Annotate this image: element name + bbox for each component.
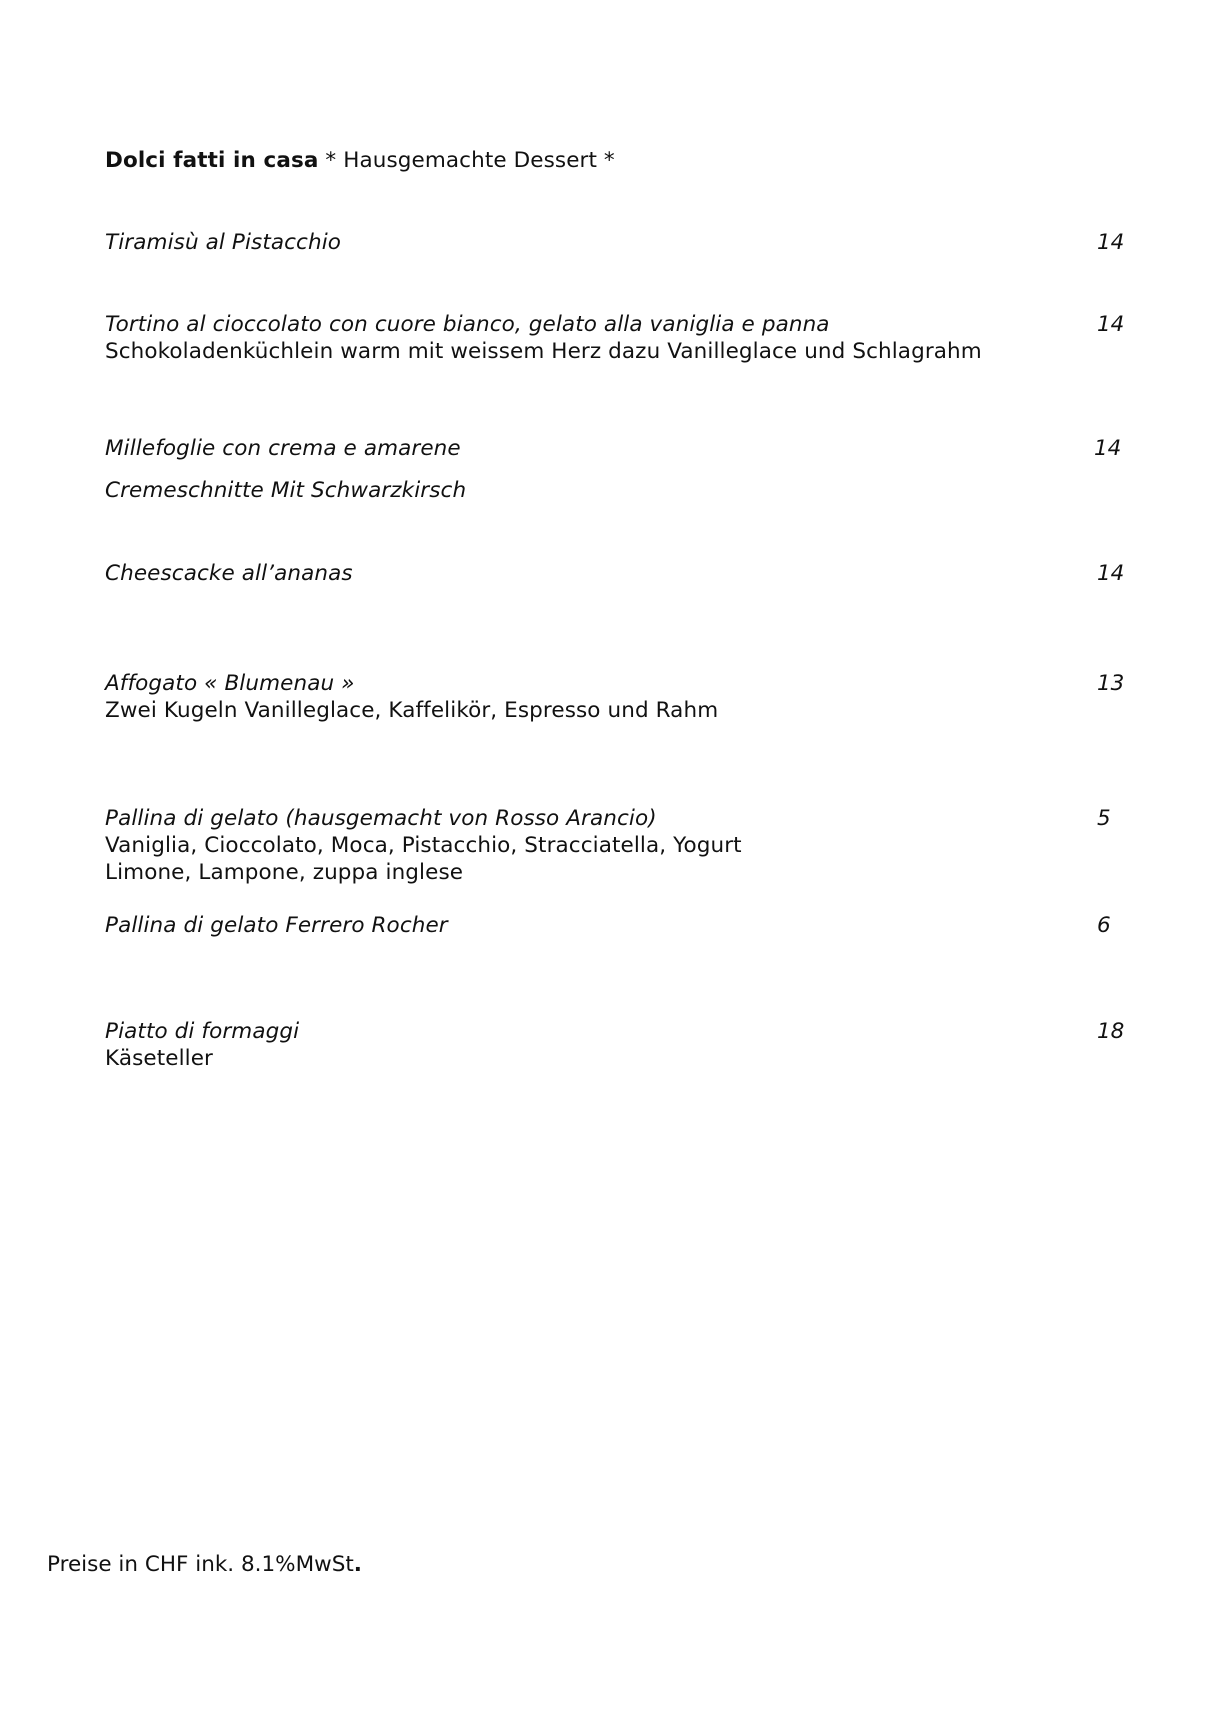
item-formaggi-name: Piatto di formaggi xyxy=(105,1019,300,1044)
item-affogato-price: 13 xyxy=(1097,671,1125,696)
item-affogato-description: Zwei Kugeln Vanilleglace, Kaffelikör, Espresso und Rahm xyxy=(105,698,719,723)
item-formaggi-price: 18 xyxy=(1097,1019,1125,1044)
item-affogato-name: Affogato « Blumenau » xyxy=(105,671,355,696)
item-pallina-price: 5 xyxy=(1097,806,1111,831)
item-tiramisu-price: 14 xyxy=(1097,230,1125,255)
item-pallina-flavours-1: Vaniglia, Cioccolato, Moca, Pistacchio, Stracciatella, Yogurt xyxy=(105,833,742,858)
item-cheesecake-name: Cheescacke all’ananas xyxy=(105,561,353,586)
price-note-period: . xyxy=(353,1552,362,1577)
menu-title xyxy=(105,148,615,174)
item-pallina-flavours-2: Limone, Lampone, zuppa inglese xyxy=(105,860,464,885)
price-note xyxy=(47,1552,362,1578)
menu-title-german: * Hausgemachte Dessert * xyxy=(325,148,615,173)
item-millefoglie-price: 14 xyxy=(1094,436,1122,461)
item-millefoglie-german-name: Cremeschnitte Mit Schwarzkirsch xyxy=(105,478,467,503)
item-formaggi-description: Käseteller xyxy=(105,1046,213,1071)
item-pallina-name: Pallina di gelato (hausgemacht von Rosso Arancio) xyxy=(105,806,657,831)
item-ferrero-name: Pallina di gelato Ferrero Rocher xyxy=(105,913,448,938)
item-cheesecake-price: 14 xyxy=(1097,561,1125,586)
item-ferrero-price: 6 xyxy=(1097,913,1111,938)
price-note-text: Preise in CHF ink. 8.1%MwSt xyxy=(47,1552,354,1577)
item-tortino-name: Tortino al cioccolato con cuore bianco, gelato alla vaniglia e panna xyxy=(105,312,830,337)
menu-title-italian: Dolci fatti in casa xyxy=(105,148,319,173)
item-tortino-price: 14 xyxy=(1097,312,1125,337)
item-tortino-description: Schokoladenküchlein warm mit weissem Herz dazu Vanilleglace und Schlagrahm xyxy=(105,339,982,364)
item-millefoglie-name: Millefoglie con crema e amarene xyxy=(105,436,461,461)
item-tiramisu-name: Tiramisù al Pistacchio xyxy=(105,230,342,255)
